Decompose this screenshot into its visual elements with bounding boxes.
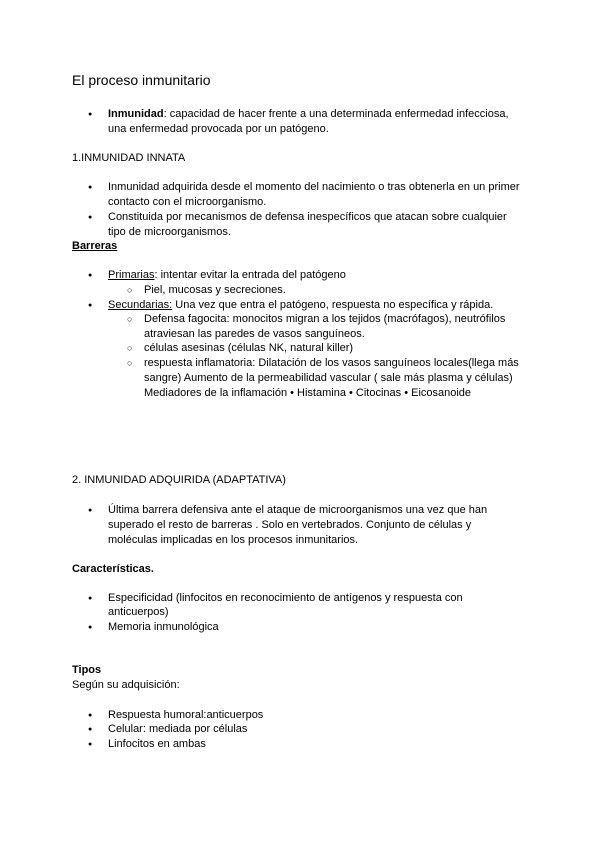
inflamatoria-item: ○ respuesta inflamatoria: Dilatación de los vasos sanguíneos locales(llega más [144, 356, 519, 371]
innata-item-2-line2: tipo de microorganismos. [108, 226, 231, 238]
primarias-item [108, 268, 346, 283]
innata-item-2: ● Constituida por mecanismos de defensa inespecíficos que atacan sobre cualquier [108, 210, 507, 225]
secundarias-label: Secundarias: [108, 299, 173, 311]
tipos-heading: Tipos [72, 664, 102, 676]
memoria-item: ● Memoria inmunológica [108, 620, 219, 635]
intro-item [108, 107, 509, 122]
innata-heading: 1.INMUNIDAD INNATA [72, 152, 186, 164]
adquirida-item-line3: moléculas implicadas en los procesos inmunitarios. [108, 534, 359, 546]
secundarias-item [108, 298, 493, 313]
tipo-linfocitos-item: ● Linfocitos en ambas [108, 737, 206, 752]
innata-item-1: ● Inmunidad adquirida desde el momento del nacimiento o tras obtenerla en un primer [108, 180, 520, 195]
tipo-celular-item: ● Celular: mediada por células [108, 722, 247, 737]
especificidad-item: ● Especificidad (linfocitos en reconocimiento de antígenos y respuesta con [108, 591, 463, 606]
inflamatoria-item-line3: Mediadores de la inflamación • Histamina • Citocinas • Eicosanoide [144, 387, 472, 399]
secundarias-text: Una vez que entra el patógeno, respuesta no específica y rápida. [172, 299, 494, 311]
barreras-heading: Barreras [72, 240, 118, 252]
piel-item: ○ Piel, mucosas y secreciones. [144, 283, 286, 298]
adquirida-item-line2: superado el resto de barreras . Solo en vertebrados. Conjunto de células y [108, 519, 472, 531]
innata-item-1-line2: contacto con el microorganismo. [108, 196, 267, 208]
caracteristicas-heading: Características. [72, 563, 154, 575]
primarias-label: Primarias [108, 269, 155, 281]
page-title: El proceso inmunitario [72, 72, 211, 88]
inflamatoria-item-line2: sangre) Aumento de la permeabilidad vascular ( sale más plasma y células) [144, 372, 513, 384]
intro-text: : capacidad de hacer frente a una determinada enfermedad infecciosa, [163, 108, 509, 120]
especificidad-item-line2: anticuerpos) [108, 606, 169, 618]
nk-item: ○ células asesinas (células NK, natural killer) [144, 341, 353, 356]
primarias-text: : intentar evitar la entrada del patógeno [154, 269, 346, 281]
adquirida-heading: 2. INMUNIDAD ADQUIRIDA (ADAPTATIVA) [72, 474, 286, 486]
fagocita-item-line2: atraviesan las paredes de vasos sanguíneos. [144, 328, 365, 340]
tipos-subtitle: Según su adquisición: [72, 679, 180, 691]
fagocita-item: ○ Defensa fagocita: monocitos migran a los tejidos (macrófagos), neutrófilos [144, 312, 505, 327]
adquirida-item: ● Última barrera defensiva ante el ataque de microorganismos una vez que han [108, 503, 487, 518]
intro-text-line2: una enfermedad provocada por un patógeno. [108, 123, 329, 135]
intro-term: Inmunidad [108, 108, 164, 120]
tipo-humoral-item: ● Respuesta humoral:anticuerpos [108, 708, 263, 723]
